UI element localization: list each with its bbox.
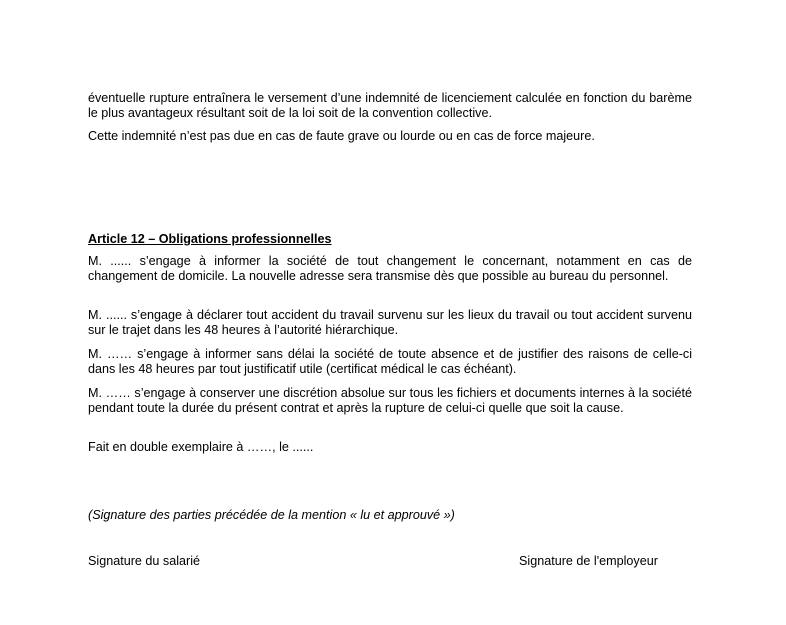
closing-block [88, 440, 692, 455]
signature-mention: (Signature des parties précédée de la mention « lu et approuvé ») [88, 508, 455, 522]
article-paragraph-3: M. …… s’engage à informer sans délai la société de toute absence et de justifier des raisons de celle-ci dans les 48 heures par tout justificatif utile (certificat médical le cas échéant). [88, 347, 692, 376]
employee-signature-label: Signature du salarié [88, 554, 201, 568]
intro-section-2 [88, 129, 692, 144]
employer-signature-label: Signature de l'employeur [519, 554, 658, 568]
intro-paragraph-1: éventuelle rupture entraînera le versement d’une indemnité de licenciement calculée en fonction du barème le plus avantageux résultant soit de la loi soit de la convention collective. [88, 91, 692, 120]
article-12-heading-block [88, 232, 692, 247]
intro-paragraph-2: Cette indemnité n’est pas due en cas de faute grave ou lourde ou en cas de force majeure. [88, 129, 595, 143]
intro-section [88, 91, 692, 121]
article-12-para-3-block [88, 347, 692, 377]
article-paragraph-1: M. ...... s’engage à informer la société de tout changement le concernant, notamment en cas de changement de domicile. La nouvelle adresse sera transmise dès que possible au bureau du personnel. [88, 254, 692, 283]
article-paragraph-4: M. …… s’engage à conserver une discrétion absolue sur tous les fichiers et documents internes à la société pendant toute la durée du présent contrat et après la rupture de celui-ci quelle que soit la cause. [88, 386, 692, 415]
article-12-para-1-block [88, 254, 692, 284]
article-12-para-2-block [88, 308, 692, 338]
article-12-para-4-block [88, 386, 692, 416]
mention-block [88, 508, 692, 523]
article-paragraph-2: M. ...... s’engage à déclarer tout accident du travail survenu sur les lieux du travail ou tout accident survenu sur le trajet dans les 48 heures à l’autorité hiérarchique. [88, 308, 692, 337]
article-heading: Article 12 – Obligations professionnelles [88, 232, 332, 246]
closing-line: Fait en double exemplaire à ……, le ...... [88, 440, 314, 454]
